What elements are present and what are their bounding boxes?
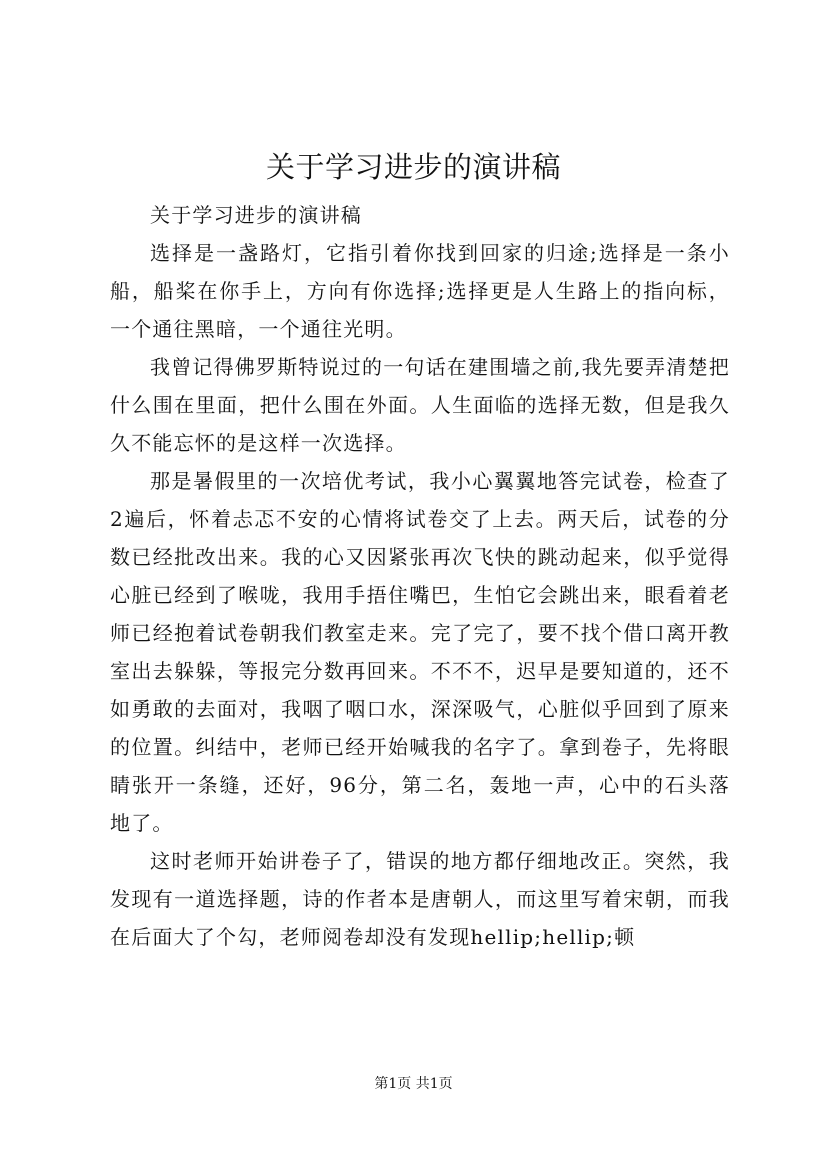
paragraph-subtitle: 关于学习进步的演讲稿 [150,203,362,227]
page-footer: 第1页 共1页 [374,1076,453,1092]
paragraph-2: 我曾记得佛罗斯特说过的一句话在建围墙之前,我先要弄清楚把什么围在里面，把什么围在外面。人生面临的选择无数，但是我久久不能忘怀的是这样一次选择。 [110,355,730,455]
document-body [110,196,730,956]
paragraph-4: 这时老师开始讲卷子了，错误的地方都仔细地改正。突然，我发现有一道选择题，诗的作者本是唐朝人，而这里写着宋朝，而我在后面大了个勾，老师阅卷却没有发现hellip;hellip;顿 [110,849,730,949]
paragraph-1: 选择是一盏路灯，它指引着你找到回家的归途;选择是一条小船，船桨在你手上，方向有你选择;选择更是人生路上的指向标，一个通往黑暗，一个通往光明。 [110,241,730,341]
document-title: 关于学习进步的演讲稿 [265,150,561,184]
paragraph-3: 那是暑假里的一次培优考试，我小心翼翼地答完试卷，检查了2遍后，怀着忐忑不安的心情将试卷交了上去。两天后，试卷的分数已经批改出来。我的心又因紧张再次飞快的跳动起来，似乎觉得心脏已经到了喉咙，我用手捂住嘴巴，生怕它会跳出来，眼看着老师已经抱着试卷朝我们教室走来。完了完了，要不找个借口离开教室出去躲躲，等报完分数再回来。不不不，迟早是要知道的，还不如勇敢的去面对，我咽了咽口水，深深吸气，心脏似乎回到了原来的位置。纠结中，老师已经开始喊我的名字了。拿到卷子，先将眼睛张开一条缝，还好，96分，第二名，轰地一声，心中的石头落地了。 [110,469,730,835]
